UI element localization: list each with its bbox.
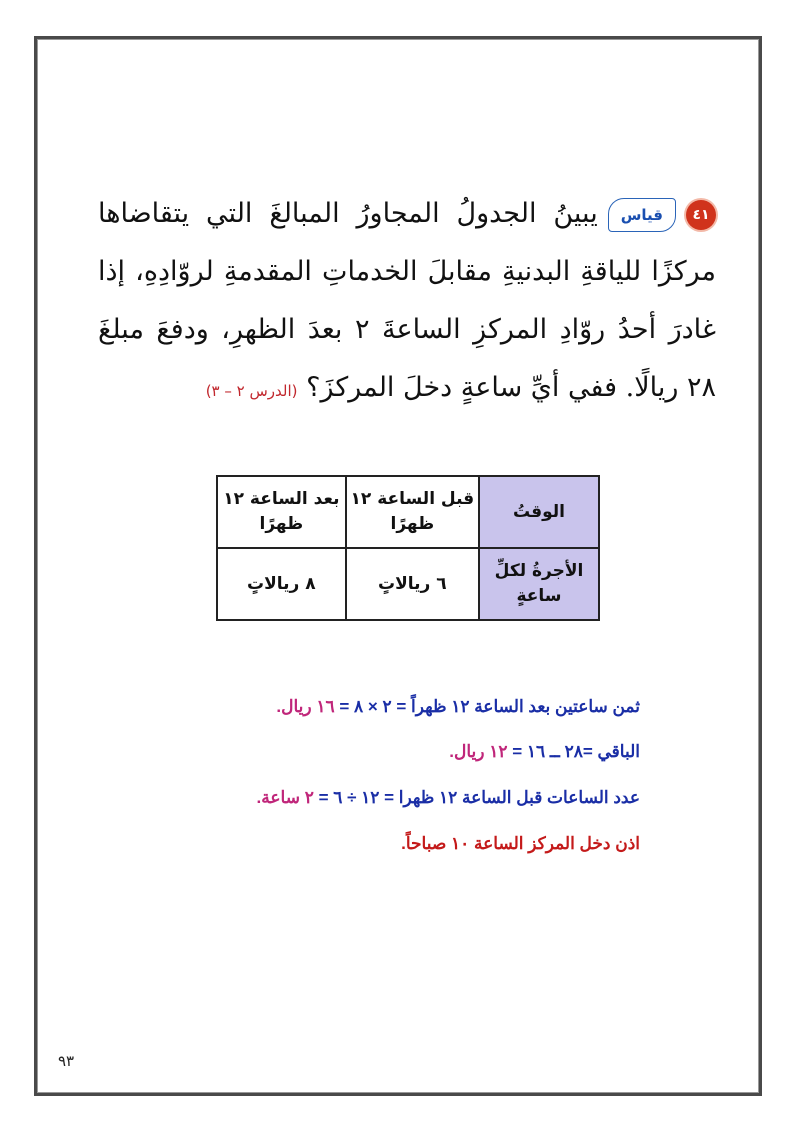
table-row — [217, 548, 599, 620]
problem-number-badge: ٤١ — [686, 200, 716, 230]
table-cell: قبل الساعة ١٢ ظهرًا — [346, 476, 479, 548]
problem-text: يبينُ الجدولُ المجاورُ المبالغَ التي يتقاضاها مركزًا للياقةِ البدنيةِ مقابلَ الخدماتِ المقدمةِ لروّادِهِ، إذا غادرَ أحدُ روّادِ المركزِ الساعةَ ٢ بعدَ الظهرِ، ودفعَ مبلغَ ٢٨ ريالًا. ففي أيِّ ساعةٍ دخلَ المركزَ؟ — [98, 198, 717, 403]
table-cell: بعد الساعة ١٢ ظهرًا — [217, 476, 346, 548]
table-cell: ٨ ريالاتٍ — [217, 548, 346, 620]
problem-block — [98, 185, 716, 420]
fees-table — [216, 475, 600, 621]
skill-tag: قياس — [608, 198, 676, 232]
page-number: ٩٣ — [58, 1052, 75, 1070]
table-header-time: الوقتُ — [479, 476, 599, 548]
solution-line-2: الباقي =٢٨ ــ ١٦ = ١٢ ريال. — [449, 742, 640, 761]
solution-line-3: عدد الساعات قبل الساعة ١٢ ظهرا = ١٢ ÷ ٦ = ٢ ساعة. — [256, 788, 640, 807]
solution-conclusion: اذن دخل المركز الساعة ١٠ صباحاً. — [401, 834, 640, 853]
solution-line-1: ثمن ساعتين بعد الساعة ١٢ ظهراً = ٢ × ٨ = ١٦ ريال. — [276, 697, 640, 716]
table-cell: ٦ ريالاتٍ — [346, 548, 479, 620]
table-header-fee: الأجرةُ لكلِّ ساعةٍ — [479, 548, 599, 620]
table-row — [217, 476, 599, 548]
lesson-reference: (الدرس ٢ – ٣) — [205, 382, 298, 400]
